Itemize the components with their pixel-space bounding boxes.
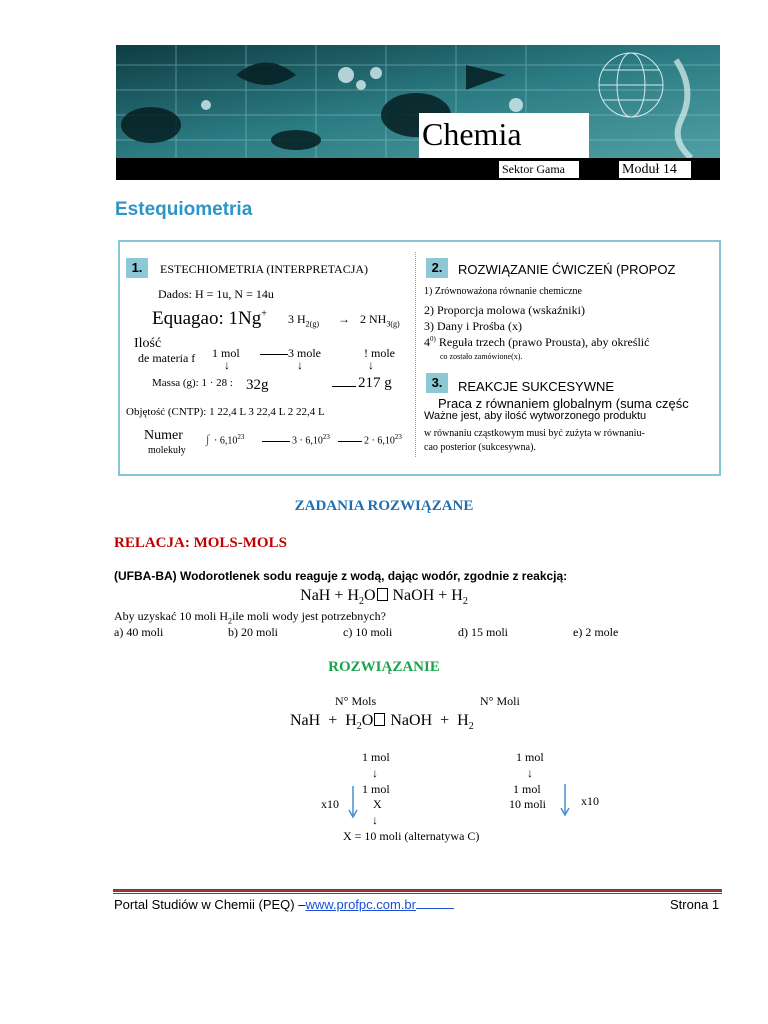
down-arrow-2: ↓ xyxy=(297,358,303,372)
molecules-3-text: 2 · 6,10 xyxy=(364,435,395,447)
solution-eq-b: O xyxy=(361,712,374,729)
question-sub: 2 xyxy=(227,616,232,626)
molecules-1 xyxy=(214,433,244,446)
footer-portal-text: Portal Studiów w Chemii (PEQ) – xyxy=(114,897,306,912)
step-4-num: 4 xyxy=(424,335,430,349)
question-post: ile moli wody jest potrzebnych? xyxy=(231,609,386,623)
dash-n2 xyxy=(338,441,362,442)
dash-n1 xyxy=(262,441,290,442)
equation-label-text: Equagao: 1Ng xyxy=(152,308,262,329)
partial-equation-note: w równaniu cząstkowym musi być zużyta w równaniu- xyxy=(424,428,645,439)
molecules-2-text: 3 · 6,10 xyxy=(292,435,323,447)
problem-statement: (UFBA-BA) Wodorotlenek sodu reaguje z wodą, dając wodór, zgodnie z reakcją: xyxy=(114,569,568,583)
down-arrow-3: ↓ xyxy=(368,358,374,372)
mol-1: 1 mol xyxy=(212,346,240,360)
option-d: d) 15 moli xyxy=(458,625,508,639)
amount-label-line2: de materia f xyxy=(138,351,196,365)
stoichiometry-heading: ESTECHIOMETRIA (INTERPRETACJA) xyxy=(160,262,369,276)
problem-eq-sub1: 2 xyxy=(358,596,364,608)
step-2: 2) Proporcja molowa (wskaźniki) xyxy=(424,303,585,317)
modul-label: Moduł 14 xyxy=(619,161,691,178)
equation-label xyxy=(152,308,267,330)
equation-h2 xyxy=(288,312,319,328)
problem-equation xyxy=(0,587,768,607)
option-b: b) 20 moli xyxy=(228,625,278,639)
molecules-1-text: · 6,10 xyxy=(214,435,238,447)
footer-portal xyxy=(114,897,454,912)
molecules-1-sup: 23 xyxy=(237,433,245,441)
given-data: Dados: H = 1u, N = 14u xyxy=(158,287,274,301)
eq-h2-text: 3 H xyxy=(288,312,306,326)
left-arrow-1: ↓ xyxy=(372,766,378,780)
successive-reactions-heading: REAKCJE SUKCESYWNE xyxy=(458,379,615,394)
right-10-moli: 10 moli xyxy=(509,797,547,811)
molecules-2 xyxy=(292,433,330,446)
right-blue-down-arrow-icon xyxy=(559,783,571,817)
right-mol-2: 1 mol xyxy=(513,782,541,796)
problem-eq-missing-glyph xyxy=(377,588,388,601)
footer-link[interactable]: www.profpc.com.br xyxy=(305,897,416,912)
molecules-2-sup: 23 xyxy=(322,433,330,441)
eq-nh3-sub: 3(g) xyxy=(386,319,400,329)
left-x: X xyxy=(373,797,382,811)
summary-divider xyxy=(415,252,417,457)
footer-link-underline xyxy=(416,898,454,909)
right-x10: x10 xyxy=(581,794,599,808)
down-arrow-1: ↓ xyxy=(224,358,230,372)
mol-2: ! mole xyxy=(364,346,395,360)
question-pre: Aby uzyskać 10 moli H xyxy=(114,609,228,623)
successive-note: cao posterior (sukcesywna). xyxy=(424,442,536,453)
equation-label-sup: + xyxy=(261,308,267,320)
integral-glyph: ∫ xyxy=(206,432,210,446)
problem-eq-mid: O xyxy=(363,587,376,604)
solution-heading: ROZWIĄZANIE xyxy=(328,659,440,675)
problem-eq-right: NaOH + H xyxy=(388,587,463,604)
important-note: Ważne jest, aby ilość wytworzonego produktu xyxy=(424,410,647,422)
problem-eq-sub2: 2 xyxy=(462,596,468,608)
summary-box xyxy=(118,240,721,476)
equation-nh3 xyxy=(360,312,400,328)
section-number-2: 2. xyxy=(426,258,448,278)
solution-eq-missing-glyph xyxy=(374,713,385,726)
right-mol-1: 1 mol xyxy=(516,750,544,764)
step-1: 1) Zrównoważona równanie chemiczne xyxy=(424,286,582,297)
dash-1 xyxy=(260,354,288,355)
solution-eq-a: NaH + H xyxy=(290,712,357,729)
option-c: c) 10 moli xyxy=(343,625,393,639)
mass-217g: 217 g xyxy=(358,375,392,391)
sektor-label: Sektor Gama xyxy=(499,161,579,178)
left-mol-1: 1 mol xyxy=(362,750,390,764)
eq-nh3-text: 2 NH xyxy=(360,312,387,326)
solved-problems-heading: ZADANIA ROZWIĄZANE xyxy=(294,498,474,514)
mass-label: Massa (g): 1 · 28 : xyxy=(152,377,233,389)
amount-label-line1: Ilość xyxy=(134,336,162,351)
solution-label-right: N° Moli xyxy=(480,694,520,708)
section-number-3: 3. xyxy=(426,373,448,393)
mol-3: 3 mole xyxy=(288,346,321,360)
footer-page-number: Strona 1 xyxy=(670,897,720,912)
solving-heading: ROZWIĄZANIE ĆWICZEŃ (PROPOZ xyxy=(458,262,676,277)
problem-eq-left: NaH + H xyxy=(300,587,359,604)
left-x10: x10 xyxy=(321,797,339,811)
right-arrow: ↓ xyxy=(527,766,533,780)
dash-mass xyxy=(332,386,356,387)
solution-eq-c: NaOH + H xyxy=(386,712,469,729)
molecule-label-line1: Numer xyxy=(144,428,183,443)
solution-equation xyxy=(290,712,474,732)
step-4-note: co zostało zamówione(x). xyxy=(440,352,523,361)
footer-rule-thin xyxy=(113,893,722,894)
solution-eq-sub1: 2 xyxy=(356,721,362,733)
solution-answer: X = 10 moli (alternatywa C) xyxy=(343,829,480,843)
volume-line: Objętość (CNTP): 1 22,4 L 3 22,4 L 2 22,4 L xyxy=(126,406,325,418)
option-a: a) 40 moli xyxy=(114,625,164,639)
step-4 xyxy=(424,335,649,350)
problem-question xyxy=(114,609,386,625)
chemistry-title-box xyxy=(419,113,589,158)
left-blue-down-arrow-icon xyxy=(347,785,359,819)
step-4-sup: 0) xyxy=(430,335,436,343)
molecules-3-sup: 23 xyxy=(394,433,402,441)
page-title: Estequiometria xyxy=(115,199,253,220)
section-number-1: 1. xyxy=(126,258,148,278)
molecule-label-line2: molekuły xyxy=(148,445,186,456)
step-4-text: Reguła trzech (prawo Prousta), aby określić xyxy=(435,335,650,349)
step-3: 3) Dany i Prośba (x) xyxy=(424,319,522,333)
solution-label-left: N° Mols xyxy=(335,694,377,708)
solution-eq-sub2: 2 xyxy=(468,721,474,733)
option-e: e) 2 mole xyxy=(573,625,619,639)
equation-arrow: → xyxy=(338,312,350,326)
summary-right-column xyxy=(424,242,717,474)
relation-heading: RELACJA: MOLS-MOLS xyxy=(114,535,287,551)
eq-h2-sub: 2(g) xyxy=(305,319,319,329)
global-equation-note: Praca z równaniem globalnym (suma częśc xyxy=(438,396,689,411)
molecules-3 xyxy=(364,433,402,446)
mass-32g: 32g xyxy=(246,377,269,393)
header-title: Chemia xyxy=(422,116,522,152)
left-arrow-2: ↓ xyxy=(372,813,378,827)
header-banner-image xyxy=(116,45,720,158)
left-mol-2: 1 mol xyxy=(362,782,390,796)
footer-rule xyxy=(113,889,722,892)
